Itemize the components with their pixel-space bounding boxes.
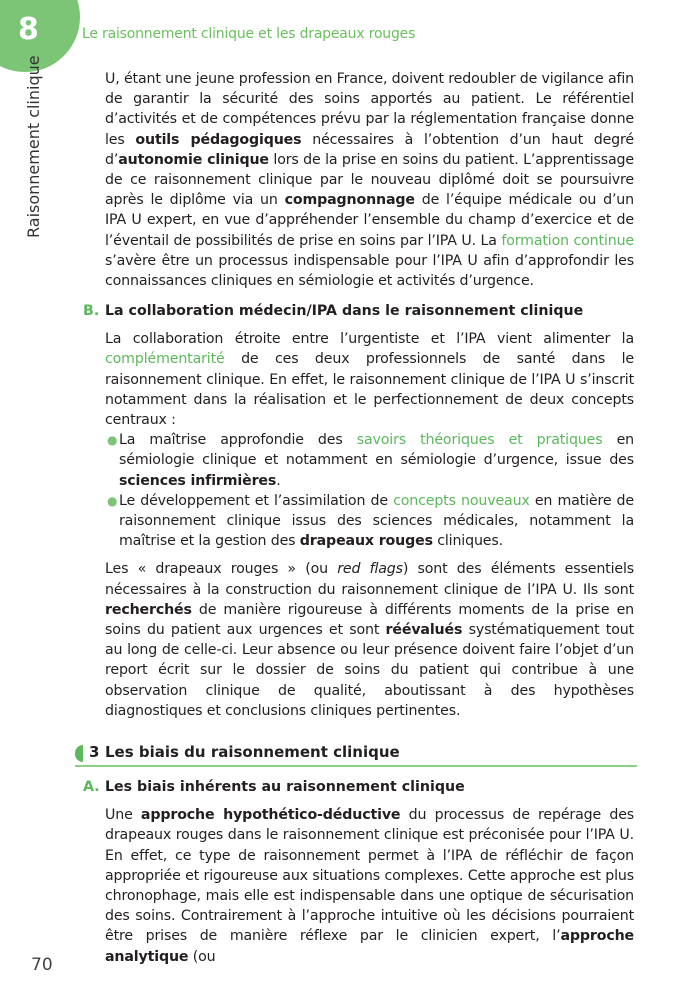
section-tab-marker (75, 745, 83, 762)
highlight-term: formation continue (501, 232, 634, 249)
intro-paragraph: U, étant une jeune profession en France, doivent redoubler de vigilance afin de garantir la sécurité des soins apportés au patient. Le référentiel d’activités et de compétences prévu par la réglementation française donne les outils pédagogiques nécessaires à l’obtention d’un haut degré d’autonomie clinique lors de la prise en soins du patient. L’apprentissage de ce raisonnement clinique par le nouveau diplômé doit se poursuivre après le diplôme via un compagnonnage de l’équipe médicale ou d’un IPA U expert, en vue d’appréhender l’ensemble du champ d’exercice et de l’éventail de possibilités de prise en soins par l’IPA U. La formation continue s’avère être un processus indispensable pour l’IPA U afin d’approfondir les connaissances cliniques en sémiologie et activités d’urgence. (105, 71, 635, 290)
page-content (83, 69, 635, 967)
bullet-icon: ● (107, 433, 118, 448)
chapter-number: 8 (18, 12, 39, 47)
side-tab-label: Raisonnement clinique (24, 55, 43, 238)
list-item: ● La maîtrise approfondie des savoirs théoriques et pratiques en sémiologie clinique et notamment en sémiologie d’urgence, issue des sciences infirmières. (107, 432, 634, 489)
concepts-list (105, 430, 634, 551)
section-heading-3: 3 Les biais du raisonnement clinique (75, 743, 637, 767)
list-item: ● Le développement et l’assimilation de concepts nouveaux en matière de raisonnement clinique issus des sciences médicales, notamment la maîtrise et la gestion des drapeaux rouges cliniques. (107, 492, 634, 550)
section-3a-paragraph: Une approche hypothético-déductive du processus de repérage des drapeaux rouges dans le raisonnement clinique est préconisée pour l’IPA U. En effet, ce type de raisonnement permet à l’IPA de réfléchir de façon appropriée et rigoureuse aux situations complexes. Cette approche est plus chronophage, mais elle est indispensable dans une optique de sécurisation des soins. Contrairement à l’approche intuitive où les décisions pourraient être prises de manière réflexe par le clinicien expert, l’approche analytique (ou (105, 807, 635, 965)
subsection-heading-b: B. La collaboration médecin/IPA dans le raisonnement clinique (83, 303, 584, 320)
section-b-paragraph-1: La collaboration étroite entre l’urgentiste et l’IPA vient alimenter la complémentarité de ces deux professionnels de santé dans le raisonnement clinique. En effet, le raisonnement clinique de l’IPA U s’inscrit notamment dans la réalisation et le perfectionnement de deux concepts centraux : (105, 331, 634, 429)
bullet-icon: ● (107, 493, 118, 508)
subsection-heading-a: A. Les biais inhérents au raisonnement clinique (83, 779, 465, 796)
section-b-paragraph-2: Les « drapeaux rouges » (ou red flags) sont des éléments essentiels nécessaires à la construction du raisonnement clinique de l’IPA U. Ils sont recherchés de manière rigoureuse à différents moments de la prise en soins du patient aux urgences et sont réévalués systématiquement tout au long de celle-ci. Leur absence ou leur présence doivent faire l’objet d’un report écrit sur le dossier de soins du patient qui contribue à une observation clinique de qualité, aboutissant à des hypothèses diagnostiques et conclusions cliniques pertinentes. (105, 561, 634, 719)
running-header: Le raisonnement clinique et les drapeaux rouges (82, 26, 416, 42)
page-number: 70 (31, 955, 53, 975)
